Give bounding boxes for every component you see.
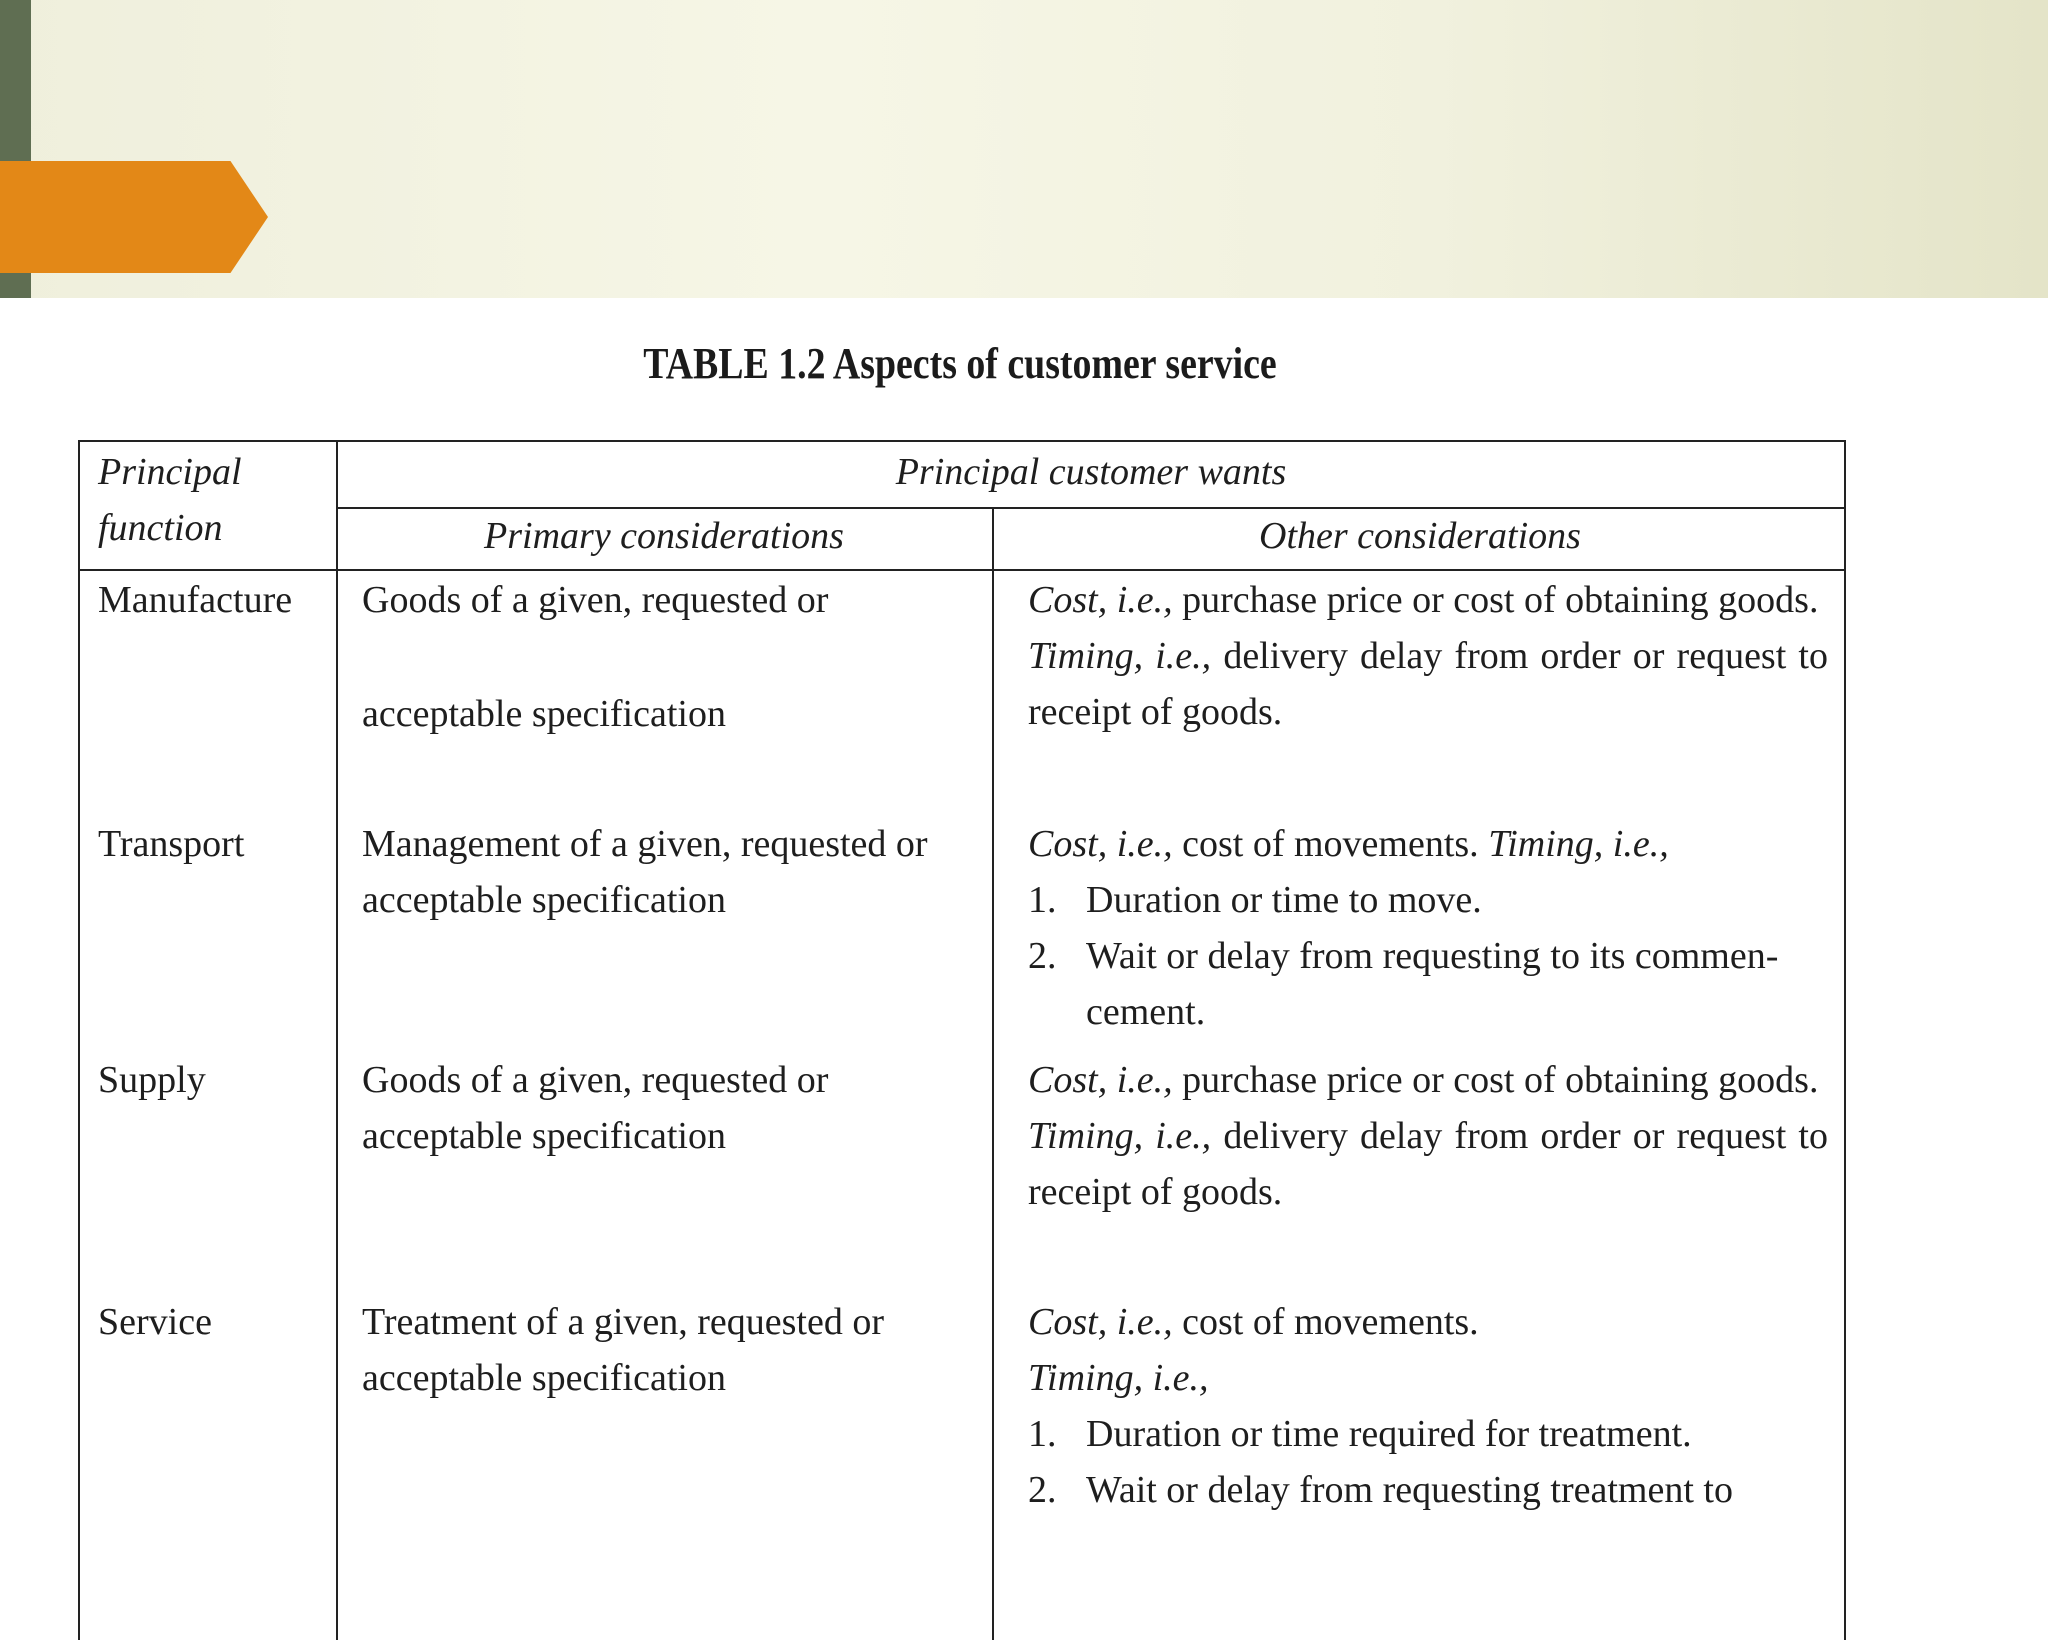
row-other-transport (1028, 816, 1828, 1040)
header-principal-function (98, 444, 328, 556)
cost-text: cost of movements. (1172, 1301, 1479, 1343)
list-text: Duration or time to move. (1086, 879, 1482, 921)
list-item (1028, 928, 1828, 1040)
row-primary-transport: Management of a given, requested or acceptable specification (362, 823, 928, 921)
list-item (1028, 1406, 1828, 1462)
column-divider (992, 507, 994, 1640)
row-primary-manufacture-line2: acceptable specification (362, 693, 726, 735)
list-item (1028, 872, 1828, 928)
slide-orange-arrow (0, 161, 268, 273)
cost-label: Cost, i.e., (1028, 823, 1173, 865)
column-divider (336, 442, 338, 1640)
table-title: TABLE 1.2 Aspects of customer service (643, 339, 1277, 388)
row-other-supply (1028, 1052, 1828, 1220)
list-number: 1. (1028, 1413, 1057, 1455)
list-item (1028, 1462, 1828, 1518)
timing-text: delivery delay from order or request to receipt of goods. (1028, 1115, 1828, 1213)
customer-service-table (78, 440, 1846, 1640)
row-primary-supply: Goods of a given, requested or acceptable specification (362, 1059, 829, 1157)
cost-text: cost of movements. (1172, 823, 1489, 865)
row-other-manufacture (1028, 572, 1828, 740)
row-other-service (1028, 1294, 1828, 1518)
list-text: Wait or delay from requesting to its commen-cement. (1086, 935, 1779, 1033)
row-function-transport: Transport (98, 823, 245, 865)
header-principal-customer-wants: Principal customer wants (895, 451, 1287, 493)
row-primary-manufacture-line1: Goods of a given, requested or (362, 579, 829, 621)
row-function-service: Service (98, 1301, 212, 1343)
slide-header-band (0, 0, 2048, 298)
timing-label: Timing, i.e., (1028, 635, 1212, 677)
timing-label: Timing, i.e., (1028, 1357, 1209, 1399)
row-function-manufacture: Manufacture (98, 579, 293, 621)
header-bottom-rule (80, 569, 1844, 571)
list-number: 1. (1028, 879, 1057, 921)
cost-text: purchase price or cost of obtaining goods. (1172, 1059, 1819, 1101)
list-number: 2. (1028, 1469, 1057, 1511)
header-other-considerations: Other considerations (1259, 515, 1581, 557)
cost-label: Cost, i.e., (1028, 1059, 1173, 1101)
timing-label: Timing, i.e., (1028, 1115, 1212, 1157)
row-primary-service: Treatment of a given, requested or acceptable specification (362, 1301, 884, 1399)
header-primary-considerations: Primary considerations (484, 515, 844, 557)
row-primary-manufacture (362, 572, 982, 742)
list-text: Wait or delay from requesting treatment to (1086, 1469, 1733, 1511)
list-text: Duration or time required for treatment. (1086, 1413, 1692, 1455)
header-principal-function-line2: function (98, 507, 223, 549)
timing-label: Timing, i.e., (1488, 823, 1669, 865)
header-principal-function-line1: Principal (98, 451, 242, 493)
cost-label: Cost, i.e., (1028, 579, 1173, 621)
timing-text: delivery delay from order or request to receipt of goods. (1028, 635, 1828, 733)
cost-label: Cost, i.e., (1028, 1301, 1173, 1343)
cost-text: purchase price or cost of obtaining goods. (1172, 579, 1819, 621)
row-function-supply: Supply (98, 1059, 206, 1101)
list-number: 2. (1028, 935, 1057, 977)
